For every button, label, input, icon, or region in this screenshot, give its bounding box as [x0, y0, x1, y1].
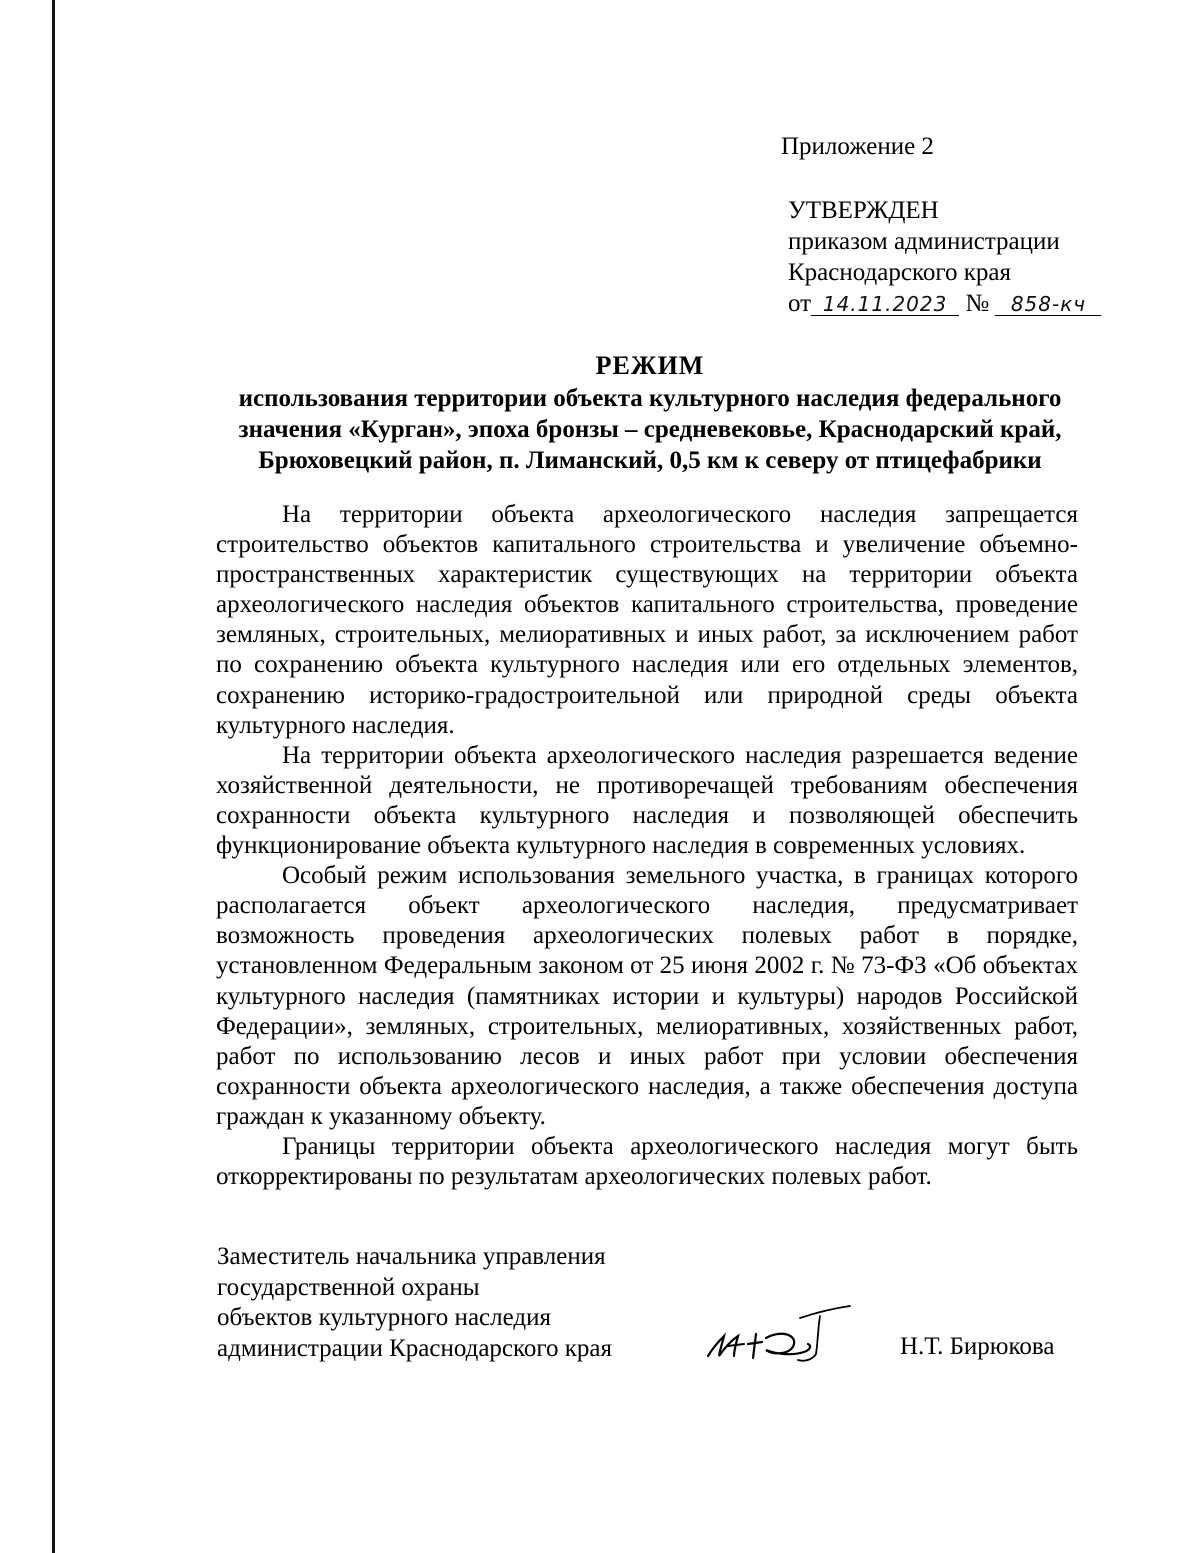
paragraph: Границы территории объекта археологического наследия могут быть откорректированы по результатам археологических полевых работ.: [216, 1132, 1078, 1191]
document-body: [216, 500, 1078, 1192]
approval-block: [788, 195, 1101, 319]
signatory-position: [217, 1242, 612, 1364]
paragraph: На территории объекта археологического наследия разрешается ведение хозяйственной деятельности, не противоречащей требованиям обеспечения сохранности объекта культурного наследия и позволяющей обеспечить функционирование объекта культурного наследия в современных условиях.: [216, 741, 1078, 860]
scan-left-edge: [52, 0, 55, 1553]
approval-line-2: Краснодарского края: [788, 259, 1011, 286]
document-title: [217, 350, 1083, 476]
title-subtitle: использования территории объекта культурного наследия федерального значения «Курган», эпоха бронзы – средневековье, Краснодарский край, Брюховецкий район, п. Лиманский, 0,5 км к северу от птицефабрики: [238, 385, 1062, 474]
handwritten-signature: [700, 1300, 860, 1370]
signatory-name: Н.Т. Бирюкова: [900, 1333, 1055, 1360]
approval-heading: УТВЕРЖДЕН: [788, 197, 939, 224]
handwritten-number: 858-кч: [995, 293, 1101, 316]
position-line: государственной охраны: [217, 1273, 480, 1301]
position-line: Заместитель начальника управления: [217, 1243, 606, 1270]
paragraph: Особый режим использования земельного участка, в границах которого располагается объект археологического наследия, предусматривает возможность проведения археологических полевых работ в порядке, установленном Федеральным законом от 25 июня 2002 г. № 73-ФЗ «Об объектах культурного наследия (памятниках истории и культуры) народов Российской Федерации», земляных, строительных, мелиоративных, хозяйственных работ, работ по использованию лесов и иных работ при условии обеспечения сохранности объекта археологического наследия, а также обеспечения доступа граждан к указанному объекту.: [216, 862, 1078, 1130]
position-line: администрации Краснодарского края: [217, 1334, 613, 1362]
position-line: объектов культурного наследия: [217, 1304, 551, 1331]
paragraph: На территории объекта археологического наследия запрещается строительство объектов капитального строительства и увеличение объемно-пространственных характеристик существующих на территории объекта археологического наследия объектов капитального строительства, проведение земляных, строительных, мелиоративных и иных работ, за исключением работ по сохранению объекта культурного наследия или его отдельных элементов, сохранению историко-градостроительной или природной среды объекта культурного наследия.: [216, 501, 1078, 739]
handwritten-date: 14.11.2023: [811, 293, 959, 316]
number-prefix: №: [965, 290, 990, 317]
appendix-label: Приложение 2: [781, 133, 934, 160]
title-main: РЕЖИМ: [595, 351, 705, 380]
date-prefix: от: [788, 290, 812, 317]
approval-line-1: приказом администрации: [788, 228, 1060, 255]
approval-date-line: [788, 288, 1101, 319]
